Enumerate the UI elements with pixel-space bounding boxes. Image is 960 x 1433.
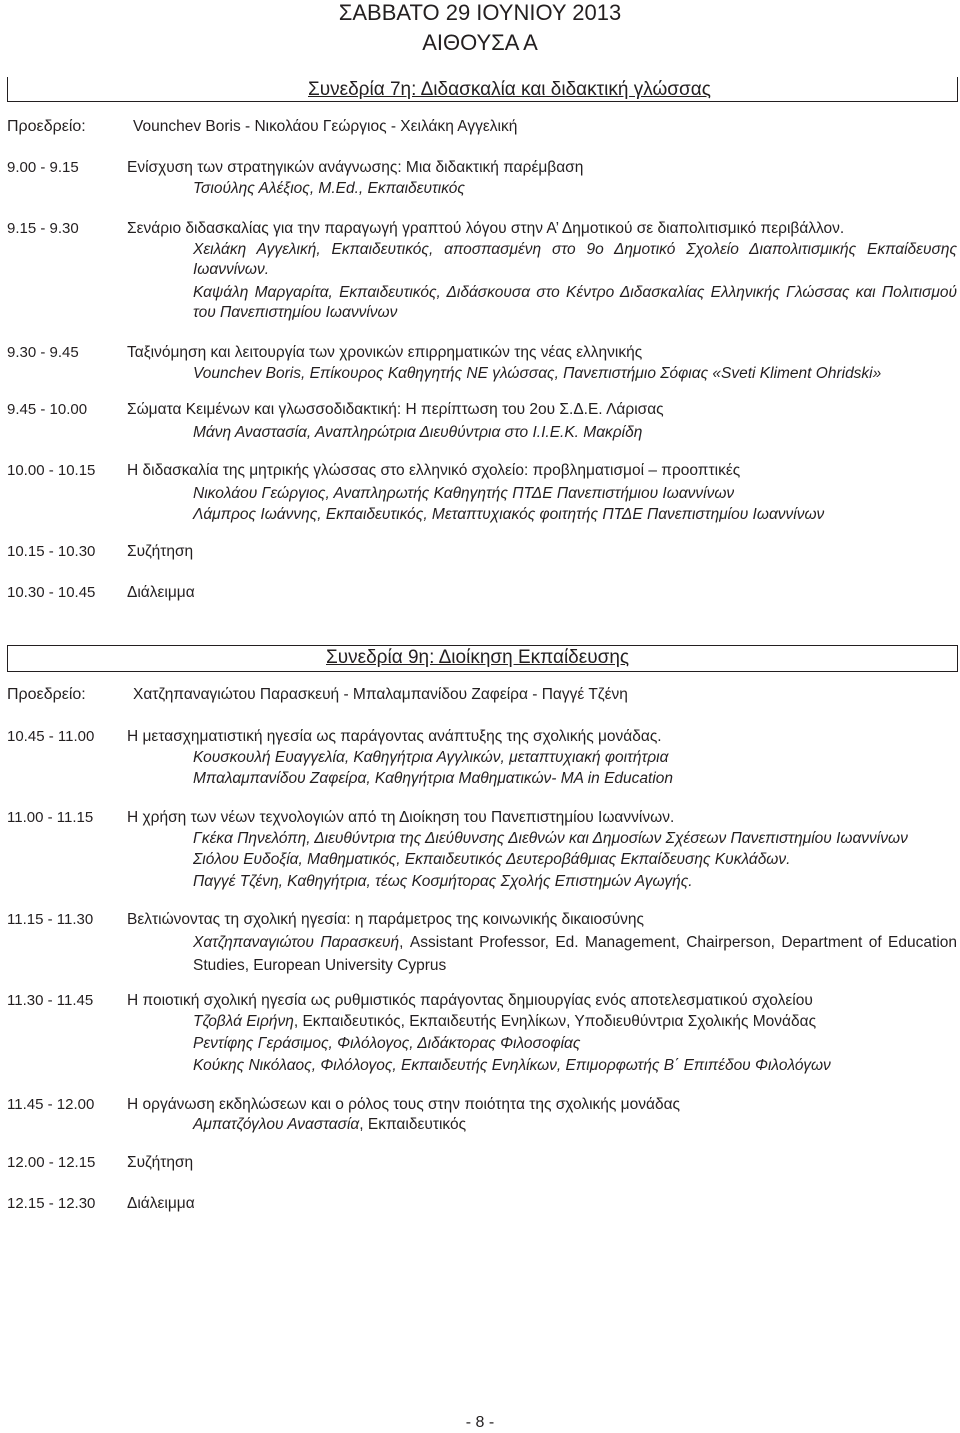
presenter	[193, 769, 957, 789]
chairs-names: Vounchev Boris - Νικολάου Γεώργιος - Χειλάκη Αγγελική	[133, 118, 518, 135]
day-title: ΣΑΒΒΑΤΟ 29 ΙΟΥΝΙΟΥ 2013	[338, 0, 622, 25]
presenter-name: Κούκης Νικόλαος	[193, 1057, 312, 1074]
item-time: 10.45 - 11.00	[7, 728, 95, 745]
item-time: 9.30 - 9.45	[7, 344, 79, 361]
item-title: Ταξινόμηση και λειτουργία των χρονικών επιρρηματικών της νέας ελληνικής	[127, 344, 643, 361]
session-7-header-box	[7, 77, 958, 102]
presenter-name: Τσιούλης Αλέξιος	[193, 180, 310, 197]
item-time: 10.15 - 10.30	[7, 543, 96, 560]
item-title: Η ποιοτική σχολική ηγεσία ως ρυθμιστικός παράγοντας δημιουργίας ενός αποτελεσματικού σχολείου	[127, 992, 813, 1009]
item-time: 11.15 - 11.30	[7, 911, 94, 928]
presenter	[193, 1034, 957, 1054]
presenter	[193, 1056, 957, 1076]
presenter-affiliation: , Εκπαιδευτικός, Διδάσκουσα στο Κέντρο Διδασκαλίας Ελληνικής Γλώσσας και Πολιτισμού του Πανεπιστημίου Ιωαννίνων	[193, 284, 957, 321]
presenter-affiliation: , Καθηγήτρια Μαθηματικών- MA in Education	[366, 770, 674, 787]
item-title: Η μετασχηματιστική ηγεσία ως παράγοντας ανάπτυξης της σχολικής μονάδας.	[127, 728, 662, 745]
item-title: Ενίσχυση των στρατηγικών ανάγνωσης: Μια διδακτική παρέμβαση	[127, 159, 584, 176]
item-time: 11.00 - 11.15	[7, 809, 94, 826]
presenter-name: Μπαλαμπανίδου Ζαφείρα	[193, 770, 367, 787]
item-title: Διάλειμμα	[127, 1195, 195, 1212]
presenter-affiliation: , Αναπληρώτρια Διευθύντρια στο Ι.Ι.Ε.Κ. Μακρίδη	[306, 424, 643, 441]
presenter-affiliation: , Αναπληρωτής Καθηγητής ΠΤΔΕ Πανεπιστήμιου Ιωαννίνων	[325, 485, 735, 502]
chairs-names: Χατζηπαναγιώτου Παρασκευή - Μπαλαμπανίδου Ζαφείρα - Παγγέ Τζένη	[133, 686, 628, 703]
presenter-affiliation: , Εκπαιδευτικός, Μεταπτυχιακός φοιτητής ΠΤΔΕ Πανεπιστημίου Ιωαννίνων	[317, 506, 825, 523]
presenter-name: Σιόλου Ευδοξία	[193, 851, 299, 868]
presenter-name: Αμπατζόγλου Αναστασία	[193, 1116, 360, 1133]
presenter-affiliation: , Καθηγήτρια Αγγλικών, μεταπτυχιακή φοιτήτρια	[344, 749, 669, 766]
presenter-name: Κουσκουλή Ευαγγελία	[193, 749, 345, 766]
presenter-name: Λάμπρος Ιωάννης	[193, 506, 318, 523]
item-time: 10.00 - 10.15	[7, 462, 96, 479]
presenter	[193, 872, 957, 892]
chairs-label: Προεδρείο:	[7, 686, 86, 703]
presenter	[193, 240, 957, 280]
presenter	[193, 829, 957, 849]
presenter	[193, 505, 957, 525]
presenter-affiliation: , Φιλόλογος, Εκπαιδευτής Ενηλίκων, Επιμορφωτής Β΄ Επιπέδου Φιλολόγων	[311, 1057, 831, 1074]
item-title: Συζήτηση	[127, 1154, 194, 1171]
presenter-affiliation: , Καθηγήτρια, τέως Κοσμήτορας Σχολής Επιστημών Αγωγής.	[278, 873, 693, 890]
item-title: Σώματα Κειμένων και γλωσσοδιδακτική: Η περίπτωση του 2ου Σ.Δ.Ε. Λάρισας	[127, 401, 664, 418]
presenter-affiliation: , Φιλόλογος, Διδάκτορας Φιλοσοφίας	[328, 1035, 581, 1052]
session-9-header-box	[7, 645, 958, 672]
presenter-name: Νικολάου Γεώργιος	[193, 485, 326, 502]
presenter-name: Χειλάκη Αγγελική	[193, 241, 317, 258]
presenter-name: Μάνη Αναστασία	[193, 424, 307, 441]
item-time: 12.15 - 12.30	[7, 1195, 96, 1212]
presenter-name: Παγγέ Τζένη	[193, 873, 279, 890]
presenter-name: Χατζηπαναγιώτου Παρασκευή	[193, 934, 400, 951]
item-time: 10.30 - 10.45	[7, 584, 96, 601]
item-time: 9.15 - 9.30	[7, 220, 79, 237]
item-time: 9.45 - 10.00	[7, 401, 88, 418]
presenter-affiliation: , Εκπαιδευτικός, αποσπασμένη στο 9ο Δημοτικό Σχολείο Διαπολιτισμικής Εκπαίδευσης Ιωαννίνων.	[193, 241, 957, 278]
hall-title: ΑΙΘΟΥΣΑ Α	[422, 30, 538, 55]
item-title: Η χρήση των νέων τεχνολογιών από τη Διοίκηση του Πανεπιστημίου Ιωαννίνων.	[127, 809, 675, 826]
presenter	[193, 423, 957, 443]
item-time: 11.45 - 12.00	[7, 1096, 95, 1113]
item-title: Η οργάνωση εκδηλώσεων και ο ρόλος τους στην ποιότητα της σχολικής μονάδας	[127, 1096, 681, 1113]
presenter-affiliation: , Επίκουρος Καθηγητής ΝΕ γλώσσας, Πανεπιστήμιο Σόφιας «Sveti Kliment Ohridski»	[301, 365, 882, 382]
presenter	[193, 850, 957, 870]
item-title: Σενάριο διδασκαλίας για την παραγωγή γραπτού λόγου στην Α’ Δημοτικού σε διαπολιτισμικό περιβάλλον.	[127, 220, 845, 237]
presenter-affiliation: , M.Ed., Εκπαιδευτικός	[309, 180, 465, 197]
presenter	[193, 748, 957, 768]
chairs-label: Προεδρείο:	[7, 118, 86, 135]
presenter-name: Γκέκα Πηνελόπη	[193, 830, 307, 847]
presenter-name: Τζοβλά Ειρήνη	[193, 1013, 294, 1030]
presenter-affiliation: , Assistant Professor, Ed. Management, Chairperson, Department of Education Studies, European University Cyprus	[193, 934, 958, 974]
item-time: 11.30 - 11.45	[7, 992, 94, 1009]
item-title: Βελτιώνοντας τη σχολική ηγεσία: η παράμετρος της κοινωνικής δικαιοσύνης	[127, 911, 645, 928]
presenter	[193, 1012, 957, 1032]
presenter	[193, 364, 957, 384]
item-title: Διάλειμμα	[127, 584, 195, 601]
presenter-name: Καψάλη Μαργαρίτα	[193, 284, 329, 301]
presenter	[193, 179, 957, 199]
presenter-affiliation: , Διευθύντρια της Διεύθυνσης Διεθνών και Δημοσίων Σχέσεων Πανεπιστημίου Ιωαννίνων	[306, 830, 908, 847]
presenter	[193, 484, 957, 504]
presenter-affiliation: , Μαθηματικός, Εκπαιδευτικός Δευτεροβάθμιας Εκπαίδευσης Κυκλάδων.	[298, 851, 791, 868]
session-7-title: Συνεδρία 7η: Διδασκαλία και διδακτική γλώσσας	[308, 79, 711, 100]
item-time: 9.00 - 9.15	[7, 159, 79, 176]
page-number: - 8 -	[465, 1414, 495, 1431]
item-time: 12.00 - 12.15	[7, 1154, 96, 1171]
session-9-title: Συνεδρία 9η: Διοίκηση Εκπαίδευσης	[326, 647, 630, 668]
presenter-name: Vounchev Boris	[193, 365, 301, 382]
presenter-affiliation: , Εκπαιδευτικός, Εκπαιδευτής Ενηλίκων, Υποδιευθύντρια Σχολικής Μονάδας	[293, 1013, 817, 1030]
item-title: Η διδασκαλία της μητρικής γλώσσας στο ελληνικό σχολείο: προβληματισμοί – προοπτικές	[127, 462, 741, 479]
presenter-name: Ρεντίφης Γεράσιμος	[193, 1035, 329, 1052]
presenter	[193, 283, 957, 323]
presenter-affiliation: , Εκπαιδευτικός	[359, 1116, 467, 1133]
item-title: Συζήτηση	[127, 543, 194, 560]
presenter	[193, 1115, 957, 1135]
presenter	[193, 931, 957, 977]
